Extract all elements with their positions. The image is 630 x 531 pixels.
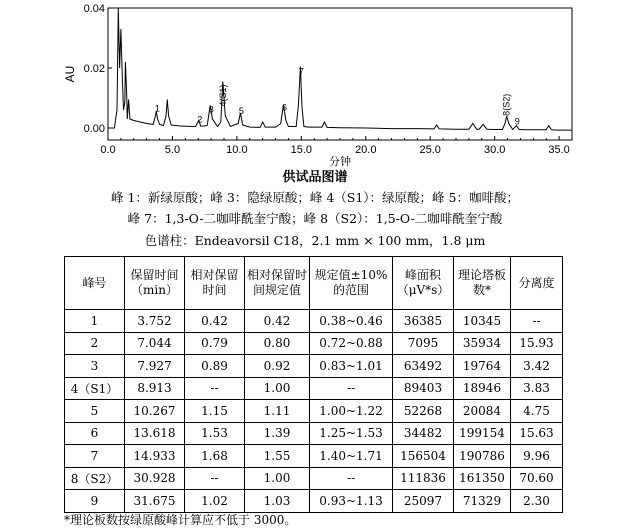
header-plate-number: 理论塔板数* bbox=[454, 257, 511, 310]
peak-label: 1 bbox=[154, 103, 160, 114]
table-cell: -- bbox=[310, 377, 393, 400]
table-cell: 1.02 bbox=[185, 490, 245, 513]
table-row bbox=[65, 467, 563, 490]
table-cell: -- bbox=[310, 467, 393, 490]
table-cell: 15.93 bbox=[511, 332, 563, 355]
table-cell: 3.83 bbox=[511, 377, 563, 400]
table-row bbox=[65, 377, 563, 400]
table-cell: 1 bbox=[65, 310, 125, 333]
table-cell: 8（S2） bbox=[65, 467, 125, 490]
table-cell: 156504 bbox=[393, 445, 454, 468]
x-tick-label: 30.0 bbox=[483, 144, 506, 156]
table-cell: 111836 bbox=[393, 467, 454, 490]
figure-title: 供试品图谱 bbox=[282, 170, 348, 185]
x-tick-label: 0.0 bbox=[100, 144, 116, 156]
peak-table bbox=[64, 256, 563, 513]
table-cell: 1.55 bbox=[245, 445, 310, 468]
y-tick-label: 0.00 bbox=[83, 123, 105, 135]
table-cell: 0.38~0.46 bbox=[310, 310, 393, 333]
table-cell: 0.89 bbox=[185, 355, 245, 378]
table-cell: 0.80 bbox=[245, 332, 310, 355]
table-cell: 35934 bbox=[454, 332, 511, 355]
table-cell: 0.79 bbox=[185, 332, 245, 355]
plot-frame bbox=[108, 8, 572, 140]
peak-label: 3 bbox=[208, 104, 214, 115]
table-cell: 1.00 bbox=[245, 377, 310, 400]
table-cell: 1.15 bbox=[185, 400, 245, 423]
table-cell: 20084 bbox=[454, 400, 511, 423]
header-relative-retention-spec: 相对保留时间规定值 bbox=[245, 257, 310, 310]
y-axis-label: AU bbox=[63, 65, 77, 83]
table-cell: 1.00~1.22 bbox=[310, 400, 393, 423]
table-cell: 1.25~1.53 bbox=[310, 422, 393, 445]
table-row bbox=[65, 445, 563, 468]
table-cell: -- bbox=[185, 467, 245, 490]
peak-label: 6 bbox=[282, 102, 288, 113]
table-cell: 8.913 bbox=[125, 377, 185, 400]
table-cell: 161350 bbox=[454, 467, 511, 490]
table-cell: 13.618 bbox=[125, 422, 185, 445]
table-cell: 0.42 bbox=[185, 310, 245, 333]
header-peak-no: 峰号 bbox=[65, 257, 125, 310]
table-cell: 19764 bbox=[454, 355, 511, 378]
peak-labels bbox=[155, 67, 520, 127]
table-cell: 3 bbox=[65, 355, 125, 378]
table-cell: 25097 bbox=[393, 490, 454, 513]
table-cell: 1.68 bbox=[185, 445, 245, 468]
header-resolution: 分离度 bbox=[511, 257, 563, 310]
table-cell: 10.267 bbox=[125, 400, 185, 423]
table-cell: 7.927 bbox=[125, 355, 185, 378]
x-tick-label: 35.0 bbox=[548, 144, 570, 156]
table-cell: -- bbox=[511, 310, 563, 333]
table-cell: 9.96 bbox=[511, 445, 563, 468]
table-cell: 36385 bbox=[393, 310, 454, 333]
table-cell: 52268 bbox=[393, 400, 454, 423]
table-row bbox=[65, 332, 563, 355]
table-cell: 70.60 bbox=[511, 467, 563, 490]
table-header-row bbox=[65, 257, 563, 310]
chromatogram-chart bbox=[0, 0, 630, 168]
peak-label: 9 bbox=[514, 116, 520, 127]
peak-label: 8(S2) bbox=[501, 93, 512, 116]
table-cell: 3.752 bbox=[125, 310, 185, 333]
table-cell: 4（S1） bbox=[65, 377, 125, 400]
peak-legend-line-1: 峰 1：新绿原酸；峰 3：隐绿原酸；峰 4（S1）：绿原酸；峰 5：咖啡酸； bbox=[111, 190, 519, 205]
header-peak-area: 峰面积（μV*s） bbox=[393, 257, 454, 310]
table-cell: 1.39 bbox=[245, 422, 310, 445]
table-cell: 31.675 bbox=[125, 490, 185, 513]
header-spec-range: 规定值±10%的范围 bbox=[310, 257, 393, 310]
table-cell: 1.40~1.71 bbox=[310, 445, 393, 468]
table-cell: 10345 bbox=[454, 310, 511, 333]
peak-label: 4(S1) bbox=[217, 84, 228, 107]
x-tick-label: 15.0 bbox=[290, 144, 313, 156]
table-cell: 0.92 bbox=[245, 355, 310, 378]
x-tick-label: 25.0 bbox=[419, 144, 441, 156]
table-row bbox=[65, 490, 563, 513]
peak-label: 2 bbox=[197, 114, 203, 125]
column-info: 色谱柱：Endeavorsil C18，2.1 mm × 100 mm，1.8 μm bbox=[144, 233, 486, 248]
table-cell: 89403 bbox=[393, 377, 454, 400]
table-cell: 0.93~1.13 bbox=[310, 490, 393, 513]
table-row bbox=[65, 422, 563, 445]
table-cell: 0.72~0.88 bbox=[310, 332, 393, 355]
table-cell: 1.11 bbox=[245, 400, 310, 423]
table-cell: 7095 bbox=[393, 332, 454, 355]
table-row bbox=[65, 355, 563, 378]
table-cell: 14.933 bbox=[125, 445, 185, 468]
table-row bbox=[65, 400, 563, 423]
x-tick-label: 5.0 bbox=[164, 144, 181, 156]
table-cell: 15.63 bbox=[511, 422, 563, 445]
table-cell: 18946 bbox=[454, 377, 511, 400]
table-cell: 5 bbox=[65, 400, 125, 423]
header-relative-retention: 相对保留时间 bbox=[185, 257, 245, 310]
y-tick-label: 0.04 bbox=[83, 3, 105, 15]
table-cell: 6 bbox=[65, 422, 125, 445]
table-cell: 1.00 bbox=[245, 467, 310, 490]
table-cell: 1.03 bbox=[245, 490, 310, 513]
peak-label: 7 bbox=[298, 66, 304, 77]
table-row bbox=[65, 310, 563, 333]
table-cell: 34482 bbox=[393, 422, 454, 445]
table-cell: 30.928 bbox=[125, 467, 185, 490]
peak-legend-line-2: 峰 7：1,3-O-二咖啡酰奎宁酸；峰 8（S2）：1,5-O-二咖啡酰奎宁酸 bbox=[127, 211, 503, 226]
header-retention-time: 保留时间（min） bbox=[125, 257, 185, 310]
table-cell: 63492 bbox=[393, 355, 454, 378]
table-cell: 1.53 bbox=[185, 422, 245, 445]
table-cell: 0.83~1.01 bbox=[310, 355, 393, 378]
x-axis-label: 分钟 bbox=[329, 156, 351, 168]
peak-label: 5 bbox=[238, 106, 244, 117]
table-cell: 4.75 bbox=[511, 400, 563, 423]
table-cell: 71329 bbox=[454, 490, 511, 513]
table-cell: 190786 bbox=[454, 445, 511, 468]
table-cell: 7.044 bbox=[125, 332, 185, 355]
table-cell: 3.42 bbox=[511, 355, 563, 378]
table-cell: 0.42 bbox=[245, 310, 310, 333]
x-axis bbox=[100, 136, 569, 156]
table-footnote: *理论板数按绿原酸峰计算应不低于 3000。 bbox=[64, 513, 297, 527]
table-cell: 9 bbox=[65, 490, 125, 513]
table-cell: 7 bbox=[65, 445, 125, 468]
table-cell: 2.30 bbox=[511, 490, 563, 513]
table-cell: 2 bbox=[65, 332, 125, 355]
x-tick-label: 10.0 bbox=[226, 144, 248, 156]
table-cell: 199154 bbox=[454, 422, 511, 445]
x-tick-label: 20.0 bbox=[355, 144, 377, 156]
table-cell: -- bbox=[185, 377, 245, 400]
y-tick-label: 0.02 bbox=[83, 63, 105, 75]
